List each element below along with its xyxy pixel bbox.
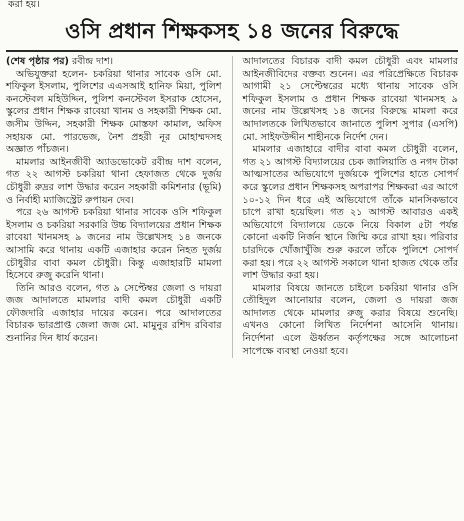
left-column [6,56,222,358]
article-body [6,56,458,358]
right-column [242,56,458,358]
paragraph: আদালতের বিচারক বাদী কমল চৌধুরী এবং মামলার আইনজীবিদের বক্তব্য শুনেন। এর পরিপ্রেক্ষিতে বিচারক আগামী ২১ সেপ্টেম্বরের মধ্যে থানায় সাবেক ওসি শফিকুল ইসলাম ও প্রধান শিক্ষক রাবেয়া খানমসহ ৯ জনের নাম উল্লেখসহ ১৪ জনের বিরুদ্ধে মামলা করে আদালতকে লিখিতভাবে জানাতে পুলিশ সুপার (এসপি) মো. সাইফউদ্দীন শাহীনকে নির্দেশ দেন। [242,56,458,143]
headline: ওসি প্রধান শিক্ষকসহ ১৪ জনের বিরুদ্ধে [65,19,399,43]
paragraph: মামলার এজাহারে বাদীর বাবা কমল চৌধুরী বলেন, গত ২১ আগস্ট বিদ্যালয়ের চেক জালিয়াতি ও নগদ টাকা আত্মসাতের অভিযোগে দুর্জয়কে পুলিশের হাতে সোপর্দ করে স্কুলের প্রধান শিক্ষকসহ অপরাপর শিক্ষকরা এর আগে ১০-১২ দিন ধরে এই অভিযোগে তাঁকে মানসিকভাবে চাপে রাখা হয়েছিল। গত ২১ আগস্ট আবারও একই অভিযোগে বিদ্যালয়ে ডেকে নিয়ে বিকাল ৫টা পর্যন্ত কোনো একটি নির্জন স্থানে জিম্মি করে রাখা হয়। পরিবার চারদিকে খোঁজাখুঁজি শুরু করলে তাঁকে পুলিশে সোপর্দ করা হয়। পরে ২২ আগস্ট সকালে থানা হাজত থেকে তাঁর লাশ উদ্ধার করা হয়। [242,144,458,282]
paragraph: পরে ২৬ আগস্ট চকরিয়া থানার সাবেক ওসি শফিকুল ইসলাম ও চকরিয়া সরকারি উচ্চ বিদ্যালয়ের প্রধান শিক্ষক রাবেয়া খানমসহ ৯ জনের নাম উল্লেখসহ ১৪ জনকে আসামি করে থানায় একটি এজাহার করেন নিহত দুর্জয় চৌধুরীর বাবা কমল চৌধুরী। কিন্তু এজাহারটি মামলা হিসেবে রুজু করেনি থানা। [6,207,222,282]
paragraph: মামলার আইনজীবী অ্যাডভোকেট রবীন্দ্র দাশ বলেন, গত ২২ আগস্ট চকরিয়া থানা হেফাজত থেকে দুর্জয় চৌধুরী রুদ্রর লাশ উদ্ধার করেন সহকারী কমিশনার (ভূমি) ও নির্বাহী ম্যাজিস্ট্রেট রুপায়ন দেব। [6,156,222,206]
previous-article-fragment: করা হয়। [8,0,40,10]
headline-rule [6,50,458,52]
paragraph: অভিযুক্তরা হলেন- চকরিয়া থানার সাবেক ওসি মো. শফিকুল ইসলাম, পুলিশের এএসআই হানিফ মিয়া, পুলিশ কনস্টেবল মহিউদ্দিন, পুলিশ কনস্টেবল ইসরাক হোসেন, স্কুলের প্রধান শিক্ষক রাবেয়া খানম ও সহকারী শিক্ষক মো. জসীম উদ্দিন, সহকারী শিক্ষক মোস্তফা কামাল, অফিস সহায়ক মো. পারভেজ, নৈশ প্রহরী নূর মোহাম্মদসহ অজ্ঞাত পাঁচজন। [6,68,222,156]
paragraph: মামলার বিষয়ে জানতে চাইলে চকরিয়া থানার ওসি তৌহিদুল আনোয়ার বলেন, জেলা ও দায়রা জজ আদালত থেকে মামলার রুজু করার বিষয়ে শুনেছি। এখনও কোনো লিখিত নির্দেশনা আসেনি থানায়। নির্দেশনা এলে ঊর্ধ্বতন কর্তৃপক্ষের সঙ্গে আলোচনা সাপেক্ষে ব্যবস্থা নেওয়া হবে। [242,282,458,357]
continued-text: রবীন্দ্র দাশ। [71,56,114,67]
continued-label: (শেষ পৃষ্ঠার পর) [6,56,69,67]
paragraph: তিনি আরও বলেন, গত ৯ সেপ্টেম্বর জেলা ও দায়রা জজ আদালতে মামলার বাদী কমল চৌধুরী একটি ফৌজদারি এজাহার দায়ের করেন। পরে আদালতের বিচারক ভারপ্রাপ্ত জেলা জজ মো. মামুনুর রশিদ রবিবার শুনানির দিন ধার্য করেন। [6,282,222,345]
column-divider [232,56,233,358]
paragraph-continued [6,56,222,69]
